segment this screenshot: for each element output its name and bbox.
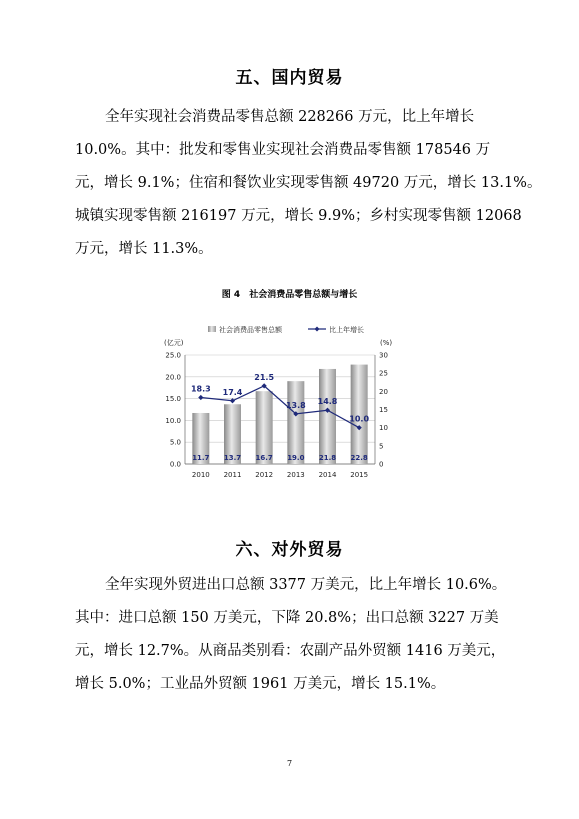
paragraph-line: 万元，增长 11.3%。 bbox=[75, 241, 213, 257]
y-tick-label: 20.0 bbox=[165, 373, 181, 382]
x-tick-label: 2012 bbox=[255, 471, 274, 479]
paragraph-line: 全年实现外贸进出口总额 3377 万美元，比上年增长 10.6%。 bbox=[105, 577, 507, 593]
legend-line-marker bbox=[315, 327, 320, 332]
y2-tick-label: 30 bbox=[379, 351, 388, 360]
paragraph-line: 增长 5.0%；工业品外贸额 1961 万美元，增长 15.1%。 bbox=[75, 676, 446, 692]
line-value-label: 18.3 bbox=[190, 384, 211, 394]
paragraph-line: 城镇实现零售额 216197 万元，增长 9.9%；乡村实现零售额 12068 bbox=[75, 208, 522, 224]
y2-tick-label: 10 bbox=[379, 424, 388, 433]
bar-value-label: 19.0 bbox=[287, 454, 305, 462]
x-tick-label: 2014 bbox=[318, 471, 337, 479]
line-point bbox=[230, 398, 235, 403]
bar-value-label: 11.7 bbox=[192, 454, 210, 462]
y-tick-label: 5.0 bbox=[169, 438, 181, 447]
paragraph-line: 元，增长 9.1%；住宿和餐饮业实现零售额 49720 万元，增长 13.1%。 bbox=[75, 175, 542, 191]
bar-value-label: 16.7 bbox=[255, 454, 273, 462]
line-value-label: 17.4 bbox=[222, 387, 243, 397]
y-tick-label: 25.0 bbox=[165, 351, 181, 360]
legend-bar-swatch bbox=[208, 326, 216, 332]
y-axis-unit-label: (亿元) bbox=[164, 339, 184, 347]
y2-tick-label: 20 bbox=[379, 387, 388, 396]
y2-tick-label: 0 bbox=[379, 460, 384, 469]
line-value-label: 10.0 bbox=[349, 414, 370, 424]
retail-sales-chart bbox=[150, 317, 440, 489]
section-5-heading: 五、国内贸易 bbox=[235, 68, 344, 88]
page-number: 7 bbox=[286, 759, 293, 768]
section-6-heading: 六、对外贸易 bbox=[235, 540, 344, 560]
paragraph-line: 全年实现社会消费品零售总额 228266 万元，比上年增长 bbox=[105, 109, 475, 125]
line-value-label: 13.8 bbox=[285, 400, 306, 410]
y-tick-label: 15.0 bbox=[165, 395, 181, 404]
bar bbox=[287, 381, 304, 464]
bar-value-label: 22.8 bbox=[350, 454, 368, 462]
bar-value-label: 21.8 bbox=[318, 454, 337, 462]
legend-bar-label: 社会消费品零售总额 bbox=[219, 326, 282, 334]
line-point bbox=[198, 395, 203, 400]
y2-axis-unit-label: (%) bbox=[380, 339, 393, 347]
y-tick-label: 0.0 bbox=[169, 460, 181, 469]
paragraph-line: 元，增长 12.7%。从商品类别看：农副产品外贸额 1416 万美元， bbox=[75, 643, 506, 659]
x-tick-label: 2010 bbox=[191, 471, 210, 479]
x-tick-label: 2013 bbox=[286, 471, 305, 479]
y-tick-label: 10.0 bbox=[165, 416, 181, 425]
y2-tick-label: 5 bbox=[379, 442, 384, 451]
line-value-label: 14.8 bbox=[317, 397, 338, 407]
y2-tick-label: 25 bbox=[379, 369, 388, 378]
legend-line-label: 比上年增长 bbox=[329, 326, 364, 334]
x-tick-label: 2011 bbox=[223, 471, 242, 479]
bar-value-label: 13.7 bbox=[223, 454, 242, 462]
paragraph-line: 10.0%。其中：批发和零售业实现社会消费品零售额 178546 万 bbox=[75, 142, 491, 158]
x-tick-label: 2015 bbox=[350, 471, 369, 479]
line-value-label: 21.5 bbox=[254, 372, 275, 382]
y2-tick-label: 15 bbox=[379, 406, 388, 414]
section-6-paragraph bbox=[75, 569, 515, 701]
paragraph-line: 其中：进口总额 150 万美元，下降 20.8%；出口总额 3227 万美 bbox=[75, 610, 499, 626]
figure-caption: 图 4 社会消费品零售总额与增长 bbox=[221, 290, 358, 300]
section-5-paragraph bbox=[75, 101, 542, 266]
bar bbox=[319, 369, 336, 464]
